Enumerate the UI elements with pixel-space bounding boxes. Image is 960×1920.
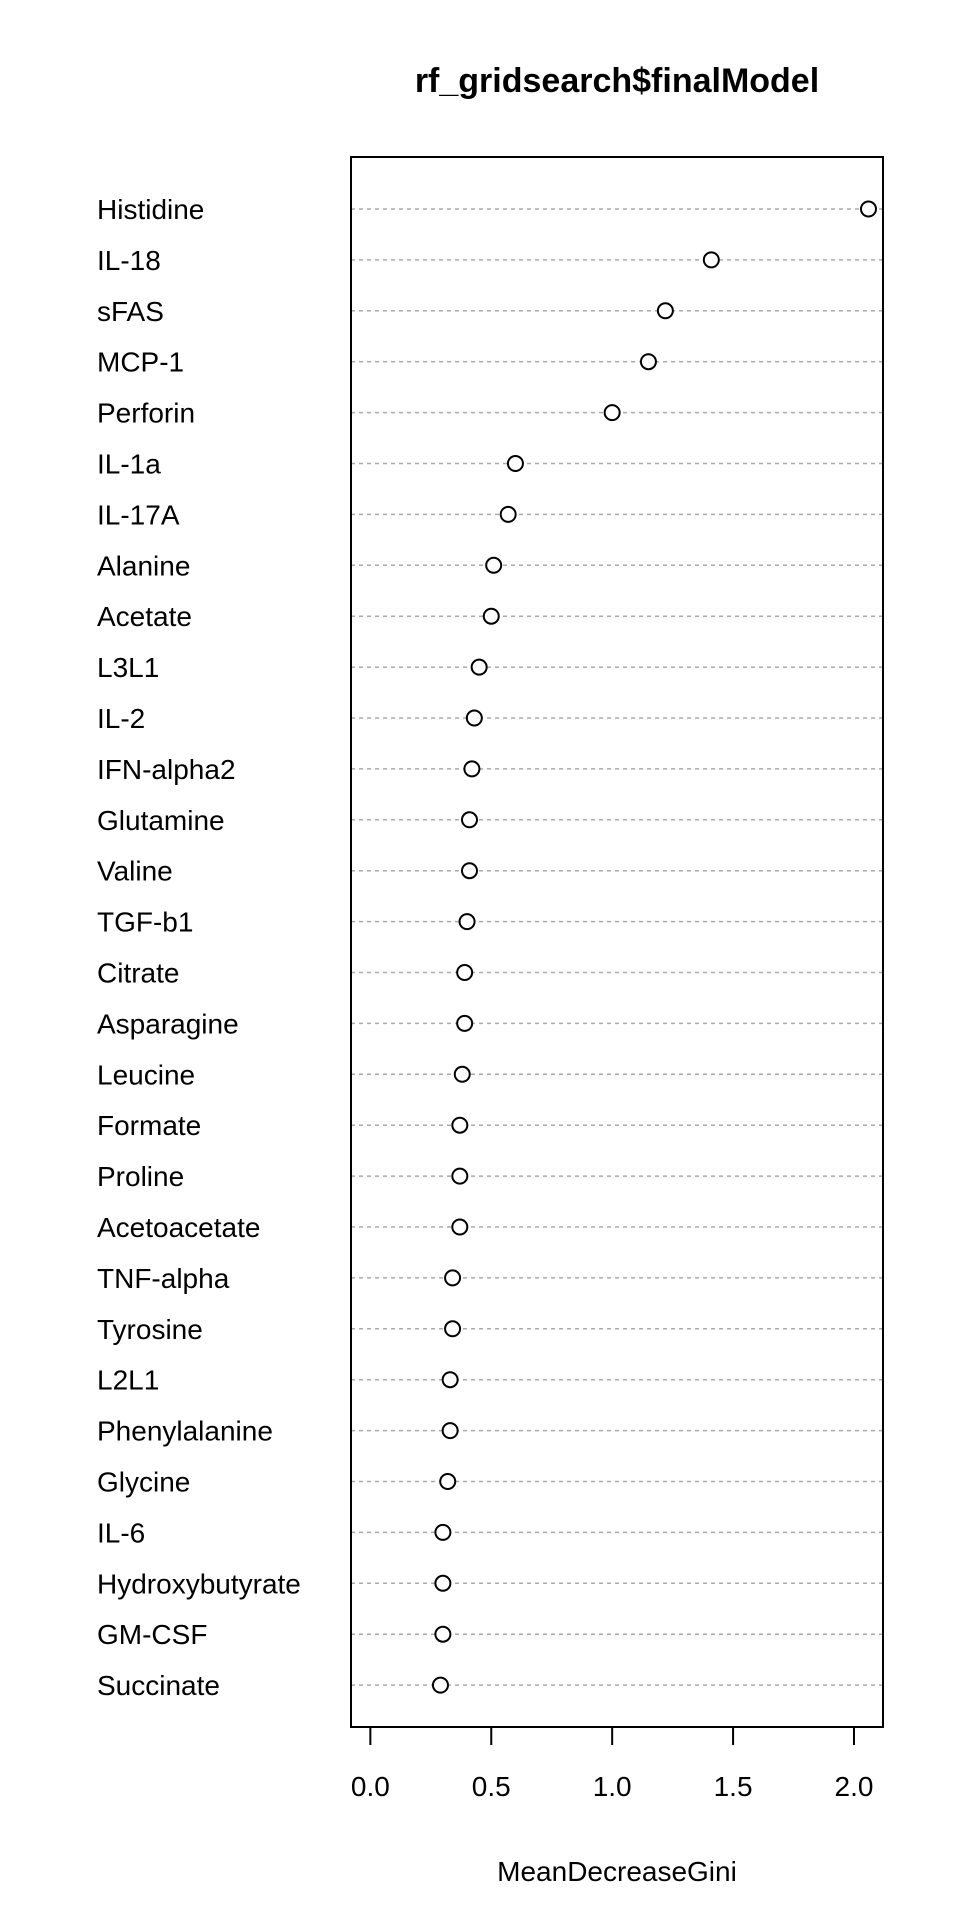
data-point	[433, 1678, 448, 1693]
data-point	[462, 863, 477, 878]
data-point	[605, 405, 620, 420]
y-tick-label: Glutamine	[97, 804, 225, 836]
data-point	[658, 303, 673, 318]
y-tick-label: IL-1a	[97, 448, 161, 480]
data-point	[440, 1474, 455, 1489]
y-tick-label: Succinate	[97, 1670, 220, 1702]
data-point	[445, 1321, 460, 1336]
y-tick-label: MCP-1	[97, 346, 185, 378]
data-point	[704, 252, 719, 267]
data-point	[472, 660, 487, 675]
y-tick-label: Hydroxybutyrate	[97, 1568, 301, 1600]
data-point	[435, 1576, 450, 1591]
y-tick-label: Acetate	[97, 601, 192, 633]
data-point	[452, 1220, 467, 1235]
y-tick-label: Histidine	[97, 194, 205, 225]
grid-lines	[351, 209, 883, 1685]
y-tick-label: IL-17A	[97, 499, 180, 531]
y-tick-label: Phenylalanine	[97, 1415, 273, 1447]
data-point	[455, 1067, 470, 1082]
x-axis-label: MeanDecreaseGini	[497, 1856, 737, 1887]
data-point	[486, 558, 501, 573]
data-point	[861, 202, 876, 217]
y-tick-label: TGF-b1	[97, 906, 194, 938]
data-point	[445, 1270, 460, 1285]
data-points	[433, 202, 876, 1693]
y-tick-label: Tyrosine	[97, 1313, 203, 1345]
x-axis	[351, 1727, 874, 1802]
data-point	[484, 609, 499, 624]
y-tick-label: Formate	[97, 1110, 202, 1142]
data-point	[452, 1169, 467, 1184]
data-point	[457, 1016, 472, 1031]
y-tick-label: L3L1	[97, 652, 160, 684]
y-tick-label: sFAS	[97, 295, 164, 327]
y-tick-label: Asparagine	[97, 1008, 239, 1040]
x-tick-label: 1.0	[592, 1771, 632, 1802]
y-tick-label: IL-18	[97, 244, 161, 276]
y-tick-label: TNF-alpha	[97, 1262, 230, 1294]
chart-title: rf_gridsearch$finalModel	[414, 62, 820, 100]
data-point	[435, 1525, 450, 1540]
data-point	[460, 914, 475, 929]
y-tick-label: Proline	[97, 1161, 185, 1193]
y-tick-label: IL-6	[97, 1517, 146, 1549]
data-point	[457, 965, 472, 980]
data-point	[464, 761, 479, 776]
y-tick-label: IFN-alpha2	[97, 753, 236, 785]
y-tick-label: Glycine	[97, 1466, 191, 1498]
data-point	[508, 456, 523, 471]
data-point	[443, 1372, 458, 1387]
y-tick-label: L2L1	[97, 1364, 160, 1396]
data-point	[443, 1423, 458, 1438]
x-tick-label: 1.5	[713, 1771, 753, 1802]
y-tick-label: Perforin	[97, 397, 196, 429]
data-point	[641, 354, 656, 369]
y-tick-label: Alanine	[97, 550, 191, 582]
x-tick-label: 0.0	[350, 1771, 390, 1802]
y-axis-labels	[97, 194, 301, 1701]
data-point	[462, 812, 477, 827]
data-point	[467, 711, 482, 726]
plot-frame	[351, 157, 883, 1727]
y-tick-label: Citrate	[97, 957, 180, 989]
x-tick-label: 0.5	[471, 1771, 511, 1802]
data-point	[501, 507, 516, 522]
data-point	[435, 1627, 450, 1642]
x-tick-label: 2.0	[834, 1771, 874, 1802]
y-tick-label: Valine	[97, 855, 173, 887]
y-tick-label: Leucine	[97, 1059, 196, 1091]
y-tick-label: GM-CSF	[97, 1619, 208, 1651]
data-point	[452, 1118, 467, 1133]
y-tick-label: Acetoacetate	[97, 1212, 261, 1243]
y-tick-label: IL-2	[97, 703, 146, 734]
